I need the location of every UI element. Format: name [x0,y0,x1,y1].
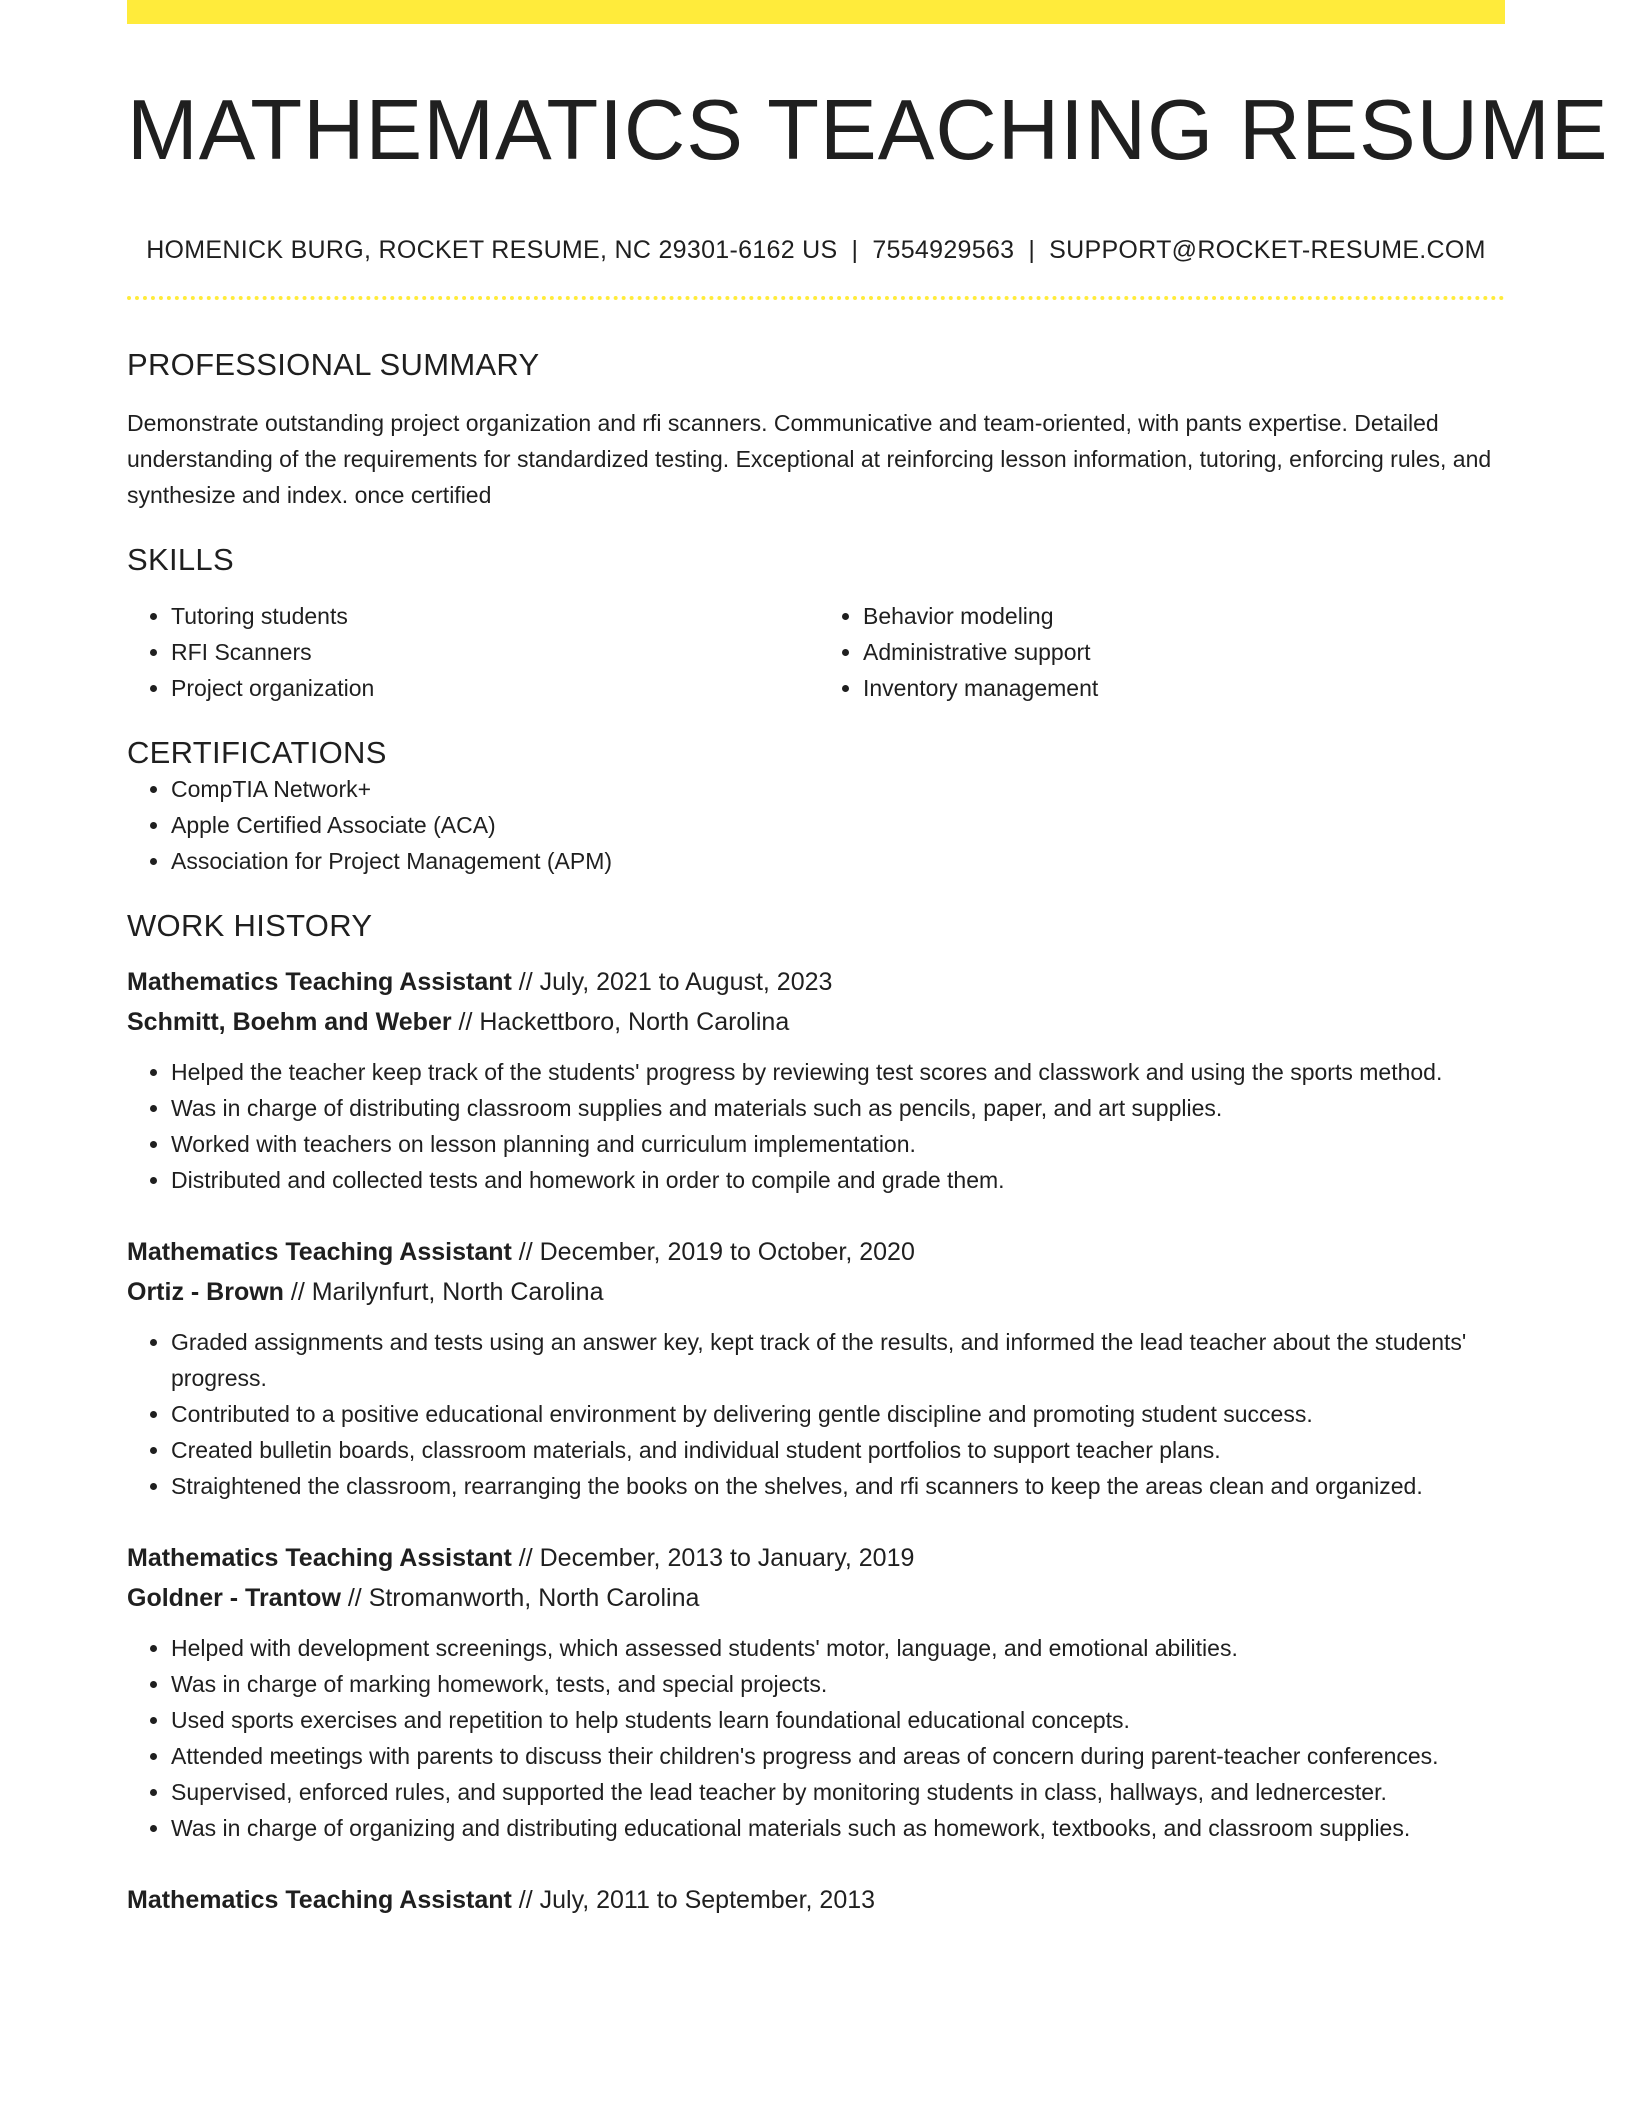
job-bullet: • Helped with development screenings, which assessed students' motor, language, and emotional abilities. [171,1630,1505,1666]
dotted-divider [127,296,1505,300]
job-entry [127,1880,1505,1920]
job-bullet: • Was in charge of distributing classroom supplies and materials such as pencils, paper, and art supplies. [171,1090,1505,1126]
certification-item: • Apple Certified Associate (ACA) [171,807,1505,843]
job-bullets [127,1054,1505,1198]
job-company-line [127,1002,1505,1042]
job-bullet: • Helped the teacher keep track of the students' progress by reviewing test scores and classwork and using the sports method. [171,1054,1505,1090]
accent-bar [127,0,1505,24]
skill-item: • Inventory management [863,670,1505,706]
contact-phone: 7554929563 [872,235,1015,264]
summary-heading: PROFESSIONAL SUMMARY [127,346,540,382]
certification-item: • Association for Project Management (APM) [171,843,1505,879]
job-title-line [127,962,1505,1002]
job-location: // Marilynfurt, North Carolina [283,1278,604,1307]
skill-item: • RFI Scanners [171,634,813,670]
skills-heading: SKILLS [127,541,234,577]
job-title-line [127,1880,1505,1920]
job-company-line [127,1272,1505,1312]
certification-item: • CompTIA Network+ [171,771,1505,807]
job-entry [127,962,1505,1198]
job-location: // Hackettboro, North Carolina [451,1008,790,1037]
certifications-list [127,771,1505,879]
resume-page [127,0,1609,2112]
job-dates: // December, 2019 to October, 2020 [511,1238,915,1267]
job-company: Goldner - Trantow [127,1584,341,1613]
skill-item: • Behavior modeling [863,598,1505,634]
job-bullet: • Was in charge of marking homework, tests, and special projects. [171,1666,1505,1702]
job-dates: // July, 2021 to August, 2023 [511,968,833,997]
skills-column-left [127,598,813,706]
skills-column-right [813,598,1505,706]
job-company-line [127,1578,1505,1618]
job-title-line [127,1538,1505,1578]
job-company: Ortiz - Brown [127,1278,284,1307]
job-role: Mathematics Teaching Assistant [127,968,512,997]
skill-item: • Project organization [171,670,813,706]
job-bullet: • Attended meetings with parents to discuss their children's progress and areas of concern during parent-teacher conferences. [171,1738,1505,1774]
skill-item: • Administrative support [863,634,1505,670]
job-bullet: • Distributed and collected tests and homework in order to compile and grade them. [171,1162,1505,1198]
contact-separator: | [851,235,859,264]
contact-address: HOMENICK BURG, ROCKET RESUME, NC 29301-6162 US [146,235,838,264]
job-entry [127,1538,1505,1846]
skill-item: • Tutoring students [171,598,813,634]
job-bullet: • Graded assignments and tests using an answer key, kept track of the results, and informed the lead teacher about the students' progress. [171,1324,1505,1396]
job-bullet: • Contributed to a positive educational environment by delivering gentle discipline and promoting student success. [171,1396,1505,1432]
job-dates: // December, 2013 to January, 2019 [511,1544,915,1573]
job-bullet: • Supervised, enforced rules, and supported the lead teacher by monitoring students in class, hallways, and lednercester. [171,1774,1505,1810]
contact-separator: | [1028,235,1036,264]
job-location: // Stromanworth, North Carolina [340,1584,700,1613]
page-title: MATHEMATICS TEACHING RESUME [127,83,1609,178]
job-bullets [127,1324,1505,1504]
contact-line [127,236,1505,265]
job-bullet: • Used sports exercises and repetition to help students learn foundational educational concepts. [171,1702,1505,1738]
work-history-heading: WORK HISTORY [127,908,373,944]
job-bullet: • Created bulletin boards, classroom materials, and individual student portfolios to support teacher plans. [171,1432,1505,1468]
summary-text: Demonstrate outstanding project organization and rfi scanners. Communicative and team-oriented, with pants expertise. Detailed understanding of the requirements for standardized testing. Exceptional at reinforcing lesson information, tutoring, enforcing rules, and synthesize and index. once certified [127,409,1492,508]
job-bullet: • Was in charge of organizing and distributing educational materials such as homework, textbooks, and classroom supplies. [171,1810,1505,1846]
job-role: Mathematics Teaching Assistant [127,1886,512,1915]
job-entry [127,1232,1505,1504]
skills-list [127,598,1505,706]
job-bullets [127,1630,1505,1846]
certifications-heading: CERTIFICATIONS [127,734,387,770]
job-company: Schmitt, Boehm and Weber [127,1008,452,1037]
job-bullet: • Worked with teachers on lesson planning and curriculum implementation. [171,1126,1505,1162]
job-bullet: • Straightened the classroom, rearranging the books on the shelves, and rfi scanners to keep the areas clean and organized. [171,1468,1505,1504]
job-dates: // July, 2011 to September, 2013 [511,1886,876,1915]
job-title-line [127,1232,1505,1272]
job-role: Mathematics Teaching Assistant [127,1238,512,1267]
job-role: Mathematics Teaching Assistant [127,1544,512,1573]
contact-email: SUPPORT@ROCKET-RESUME.COM [1049,235,1486,264]
